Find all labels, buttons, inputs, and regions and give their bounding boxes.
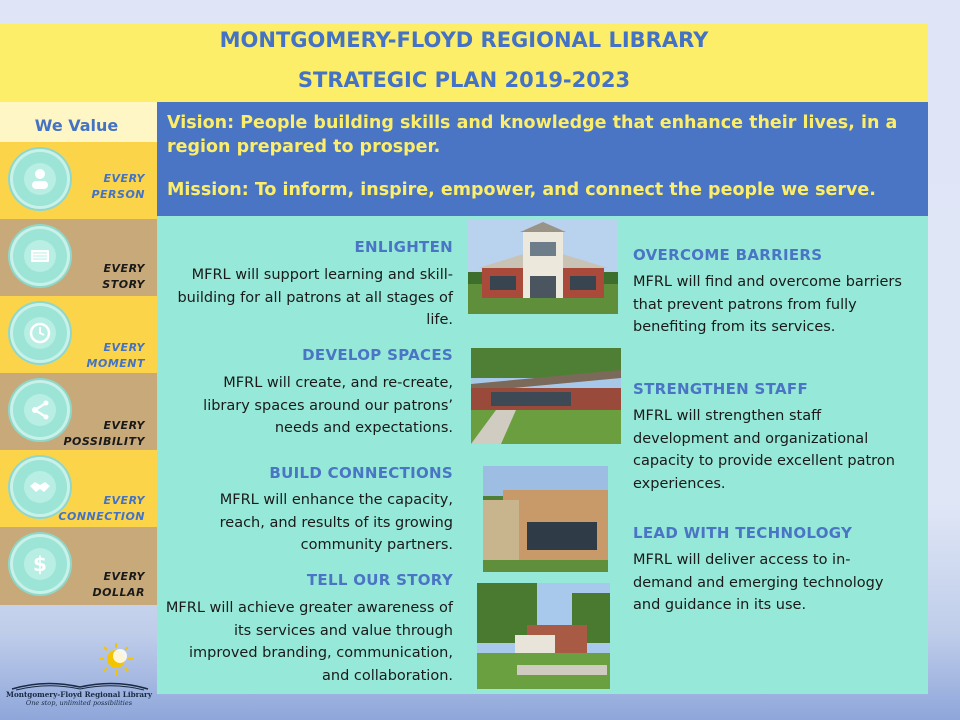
goal-title-build-connections: BUILD CONNECTIONS xyxy=(269,464,453,482)
value-every-possibility: EVERY POSSIBILITY xyxy=(0,373,157,450)
value-every-moment: EVERY MOMENT xyxy=(0,296,157,373)
library-photo-1 xyxy=(468,220,618,314)
goal-text-overcome-barriers: MFRL will find and overcome barriers that prevent patrons from fully benefiting from its services. xyxy=(633,274,902,335)
goal-text-develop-spaces: MFRL will create, and re-create, library spaces around our patrons’ needs and expectations. xyxy=(203,375,453,436)
page-title: MONTGOMERY-FLOYD REGIONAL LIBRARY xyxy=(219,28,709,52)
mission-statement: Mission: To inform, inspire, empower, and connect the people we serve. xyxy=(167,180,876,200)
library-photo-2 xyxy=(471,348,621,444)
vision-mission-panel xyxy=(157,102,928,216)
goal-title-tell-our-story: TELL OUR STORY xyxy=(306,571,453,589)
logo-tagline: One stop, unlimited possibilities xyxy=(25,699,133,707)
vision-statement: Vision: People building skills and knowledge that enhance their lives, in a region prepared to prosper. xyxy=(167,113,898,157)
goal-text-enlighten: MFRL will support learning and skill-building for all patrons at all stages of life. xyxy=(177,267,453,328)
library-photo-3 xyxy=(483,466,608,572)
goal-title-develop-spaces: DEVELOP SPACES xyxy=(302,346,453,364)
book-logo-icon xyxy=(10,676,150,690)
header-banner xyxy=(0,24,928,102)
svg-text:$: $ xyxy=(33,552,47,576)
page-subtitle: STRATEGIC PLAN 2019-2023 xyxy=(297,68,631,92)
goal-text-lead-with-technology: MFRL will deliver access to in-demand and emerging technology and guidance in its use. xyxy=(633,552,884,613)
value-every-person: EVERY PERSON xyxy=(0,142,157,219)
sun-logo-icon xyxy=(98,642,134,680)
goals-panel xyxy=(157,216,928,694)
goal-text-tell-our-story: MFRL will achieve greater awareness of its services and value through improved branding, communication, and collaboration. xyxy=(165,600,453,684)
goal-title-strengthen-staff: STRENGTHEN STAFF xyxy=(633,380,809,398)
logo-name: Montgomery-Floyd Regional Library xyxy=(6,690,152,699)
values-heading: We Value xyxy=(0,102,157,142)
library-photo-4 xyxy=(477,583,610,689)
value-every-connection: EVERY CONNECTION xyxy=(0,450,157,527)
value-every-dollar: $ EVERY DOLLAR xyxy=(0,527,157,605)
goal-title-overcome-barriers: OVERCOME BARRIERS xyxy=(633,246,823,264)
goal-title-enlighten: ENLIGHTEN xyxy=(354,238,453,256)
goal-text-strengthen-staff: MFRL will strengthen staff development and organizational capacity to provide excellent patron experiences. xyxy=(633,408,895,492)
goal-title-lead-with-technology: LEAD WITH TECHNOLOGY xyxy=(633,524,853,542)
goal-text-build-connections: MFRL will enhance the capacity, reach, and results of its growing community partners. xyxy=(219,492,453,553)
value-every-story: EVERY STORY xyxy=(0,219,157,296)
